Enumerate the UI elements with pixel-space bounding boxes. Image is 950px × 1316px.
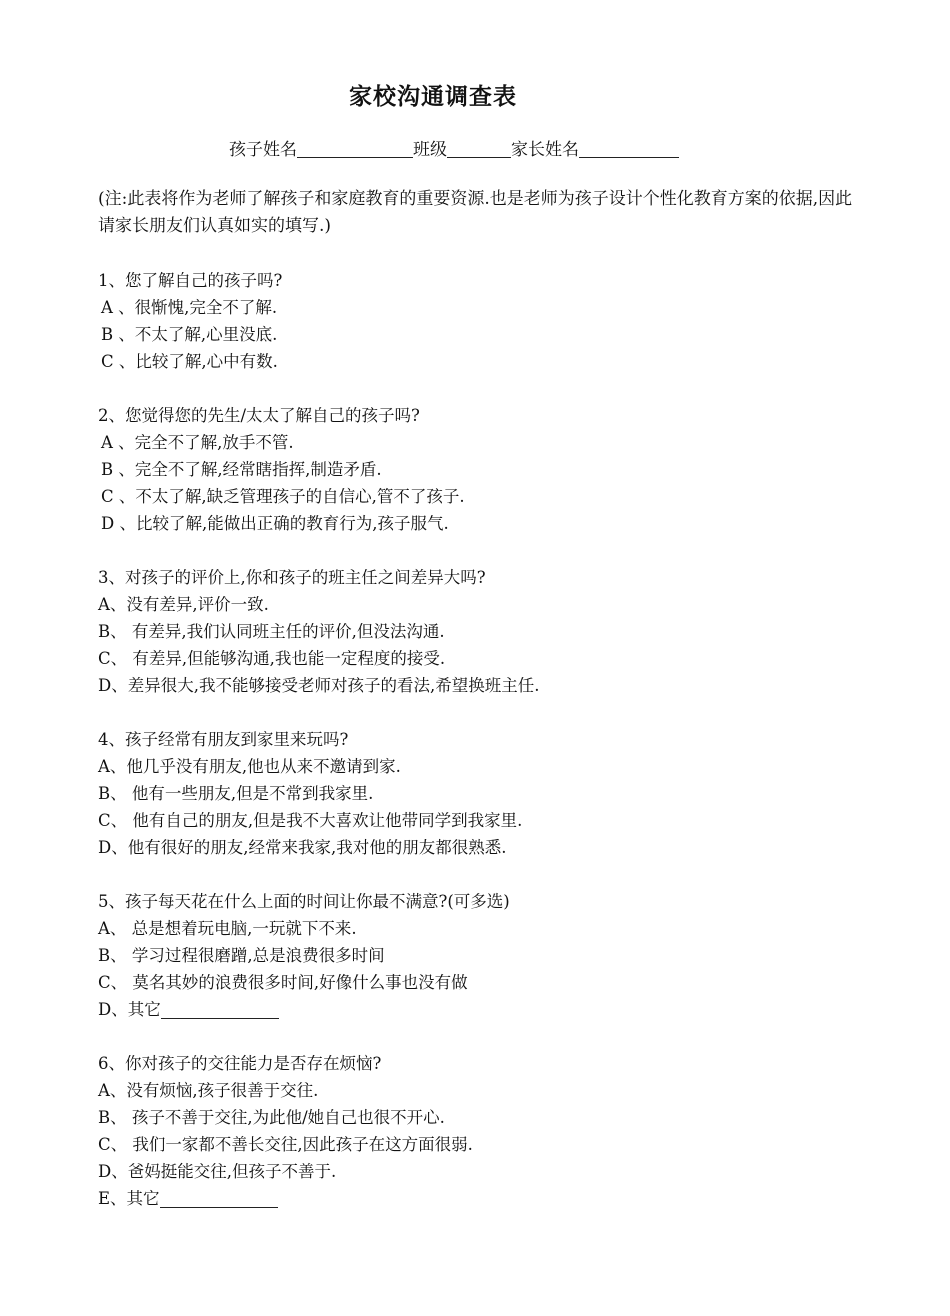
option-d-other[interactable] <box>98 996 858 1023</box>
option-b[interactable]: B 、完全不了解,经常瞎指挥,制造矛盾. <box>101 460 382 479</box>
option-a[interactable]: A 、完全不了解,放手不管. <box>101 433 294 452</box>
option-e-other[interactable] <box>98 1185 858 1212</box>
option-c[interactable]: C 、不太了解,缺乏管理孩子的自信心,管不了孩子. <box>101 487 465 506</box>
parent-name-label: 家长姓名 <box>511 140 579 160</box>
option-c[interactable]: C、 有差异,但能够沟通,我也能一定程度的接受. <box>98 649 446 668</box>
question-1 <box>98 267 858 375</box>
parent-name-blank[interactable] <box>579 139 679 158</box>
option-b[interactable]: B 、不太了解,心里没底. <box>101 325 278 344</box>
option-d[interactable]: D、爸妈挺能交往,但孩子不善于. <box>98 1162 337 1181</box>
option-d[interactable]: D 、比较了解,能做出正确的教育行为,孩子服气. <box>101 514 449 533</box>
option-a[interactable]: A、 总是想着玩电脑,一玩就下不来. <box>98 919 357 938</box>
child-name-blank[interactable] <box>297 139 413 158</box>
question-5 <box>98 888 858 1023</box>
question-text: 4、孩子经常有朋友到家里来玩吗? <box>98 730 349 749</box>
class-label: 班级 <box>413 140 447 160</box>
option-a[interactable]: A 、很惭愧,完全不了解. <box>101 298 278 317</box>
option-b[interactable]: B、 他有一些朋友,但是不常到我家里. <box>98 784 374 803</box>
question-text: 3、对孩子的评价上,你和孩子的班主任之间差异大吗? <box>98 568 486 587</box>
page-title: 家校沟通调查表 <box>349 83 517 110</box>
option-c[interactable]: C、 我们一家都不善长交往,因此孩子在这方面很弱. <box>98 1135 473 1154</box>
question-3 <box>98 564 858 699</box>
option-c[interactable]: C、 莫名其妙的浪费很多时间,好像什么事也没有做 <box>98 973 468 992</box>
info-line <box>0 135 908 160</box>
other-blank[interactable] <box>161 1000 279 1019</box>
option-a[interactable]: A、没有差异,评价一致. <box>98 595 269 614</box>
question-6 <box>98 1050 858 1212</box>
option-b[interactable]: B、 学习过程很磨蹭,总是浪费很多时间 <box>98 946 385 965</box>
question-text: 5、孩子每天花在什么上面的时间让你最不满意?(可多选) <box>98 892 510 911</box>
question-4 <box>98 726 858 861</box>
option-d[interactable]: D、他有很好的朋友,经常来我家,我对他的朋友都很熟悉. <box>98 838 507 857</box>
other-blank[interactable] <box>160 1189 278 1208</box>
question-list <box>98 267 858 1239</box>
note-paragraph: (注:此表将作为老师了解孩子和家庭教育的重要资源.也是老师为孩子设计个性化教育方案的依据,因此请家长朋友们认真如实的填写.) <box>98 189 853 236</box>
option-a[interactable]: A、他几乎没有朋友,他也从来不邀请到家. <box>98 757 401 776</box>
option-label: E、其它 <box>98 1189 160 1208</box>
option-b[interactable]: B、 孩子不善于交往,为此他/她自己也很不开心. <box>98 1108 445 1127</box>
option-label: D、其它 <box>98 1000 161 1019</box>
question-text: 1、您了解自己的孩子吗? <box>98 271 283 290</box>
option-a[interactable]: A、没有烦恼,孩子很善于交往. <box>98 1081 319 1100</box>
option-d[interactable]: D、差异很大,我不能够接受老师对孩子的看法,希望换班主任. <box>98 676 540 695</box>
option-c[interactable]: C 、比较了解,心中有数. <box>101 352 278 371</box>
child-name-label: 孩子姓名 <box>229 140 297 160</box>
question-text: 6、你对孩子的交往能力是否存在烦恼? <box>98 1054 382 1073</box>
class-blank[interactable] <box>447 139 511 158</box>
question-2 <box>98 402 858 537</box>
question-text: 2、您觉得您的先生/太太了解自己的孩子吗? <box>98 406 420 425</box>
option-c[interactable]: C、 他有自己的朋友,但是我不大喜欢让他带同学到我家里. <box>98 811 523 830</box>
option-b[interactable]: B、 有差异,我们认同班主任的评价,但没法沟通. <box>98 622 445 641</box>
